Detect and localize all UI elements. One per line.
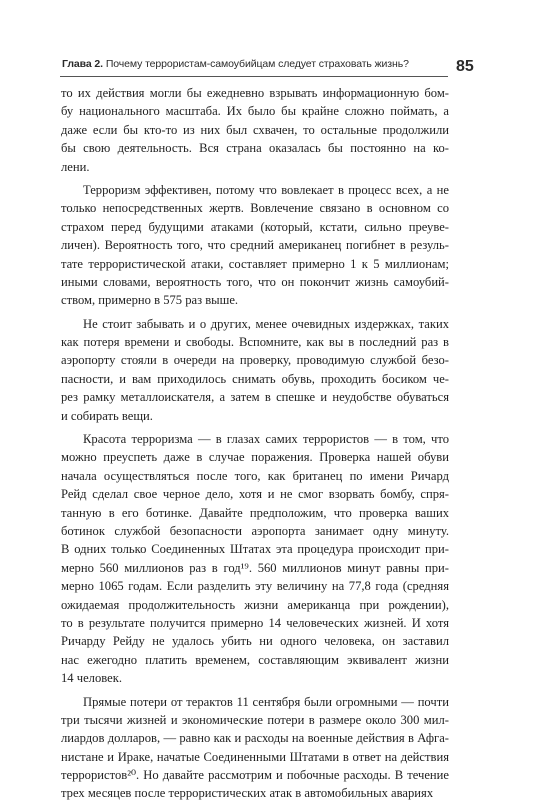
- paragraph: [61, 84, 449, 176]
- text-line: танную в его ботинке. Давайте предположим, что проверка ваших: [61, 505, 449, 520]
- text-line: ством, примерно в 575 раз выше.: [61, 293, 239, 308]
- paragraph: [61, 430, 449, 687]
- text-line: Прямые потери от терактов 11 сентября были огромными — почти: [83, 694, 449, 709]
- text-line: мерно 1065 годам. Если разделить эту величину на 77,8 года (средняя: [61, 579, 449, 594]
- text-line: то их действия могли бы ежедневно взрывать информационную бом-: [61, 86, 449, 100]
- text-line: лиардов долларов, — равно как и расходы на военные действия в Афга-: [61, 731, 449, 746]
- chapter-title: Почему террористам-самоубийцам следует страховать жизнь?: [105, 58, 409, 70]
- text-line: лени.: [61, 159, 90, 174]
- text-line: как потеря времени и свободы. Вспомните, как вы в последний раз в: [61, 335, 449, 350]
- page-number: 85: [456, 58, 474, 75]
- paragraph: [61, 181, 449, 310]
- text-line: ожидаемая продолжительность жизни американца при рождении),: [61, 597, 449, 612]
- text-line: можно преуспеть даже в случае поражения. Проверка нашей обуви: [61, 450, 449, 465]
- text-line: 14 человек.: [61, 671, 122, 686]
- text-line: личен). Вероятность того, что средний американец погибнет в резуль-: [61, 238, 449, 253]
- chapter-label: Глава 2.: [62, 58, 103, 70]
- text-line: Терроризм эффективен, потому что вовлекает в процесс всех, а не: [83, 182, 449, 197]
- text-line: даже если бы кто-то из них был схвачен, то остальные продолжили: [61, 122, 449, 137]
- text-line: террористов²⁰. Но давайте рассмотрим и побочные расходы. В течение: [61, 768, 449, 783]
- text-line: рез рамку металлоискателя, а затем в спешке и неудобстве обуваться: [61, 390, 449, 405]
- text-line: трех месяцев после террористических атак в автомобильных авариях: [61, 786, 434, 801]
- text-line: три тысячи жизней и экономические потери в размере около 300 мил-: [61, 712, 449, 727]
- text-line: аэропорту стояли в очереди на проверку, проводимую службой безо-: [61, 353, 449, 368]
- body-text: [61, 84, 449, 808]
- text-line: иными словами, вероятность того, что он покончит жизнь самоубий-: [61, 274, 449, 289]
- running-head: [62, 58, 409, 70]
- text-line: начала осуществляться после того, как британец по имени Ричард: [61, 468, 449, 483]
- text-line: Не стоит забывать и о других, менее очевидных издержках, таких: [83, 316, 449, 331]
- text-line: ботинок службой безопасности аэропорта занимает одну минуту.: [61, 523, 449, 538]
- text-line: только непосредственных жертв. Вовлечение связано в основном со: [61, 201, 449, 216]
- header-rule: [60, 76, 448, 77]
- text-line: Рейд сделал свое черное дело, хотя и не смог взорвать бомбу, спря-: [61, 487, 449, 502]
- text-line: нас ежегодно платить временем, составляющим эквивалент жизни: [61, 652, 449, 667]
- text-line: бу национального масштаба. Их было бы крайне сложно поймать, а: [61, 104, 449, 119]
- text-line: нистане и Ираке, начатые Соединенными Штатами в ответ на действия: [61, 749, 449, 764]
- text-line: страхом перед будущими атаками (который, кстати, сильно преуве-: [61, 219, 449, 234]
- paragraph: [61, 315, 449, 425]
- text-line: В одних только Соединенных Штатах эта процедура происходит при-: [61, 542, 449, 557]
- text-line: тате террористической атаки, составляет примерно 1 к 5 миллионам;: [61, 256, 449, 271]
- paragraph: [61, 693, 449, 803]
- text-line: пасности, и вам приходилось снимать обувь, проходить босиком че-: [61, 371, 449, 386]
- text-line: и собирать вещи.: [61, 408, 153, 423]
- text-line: Ричарду Рейду не удалось убить ни одного человека, он заставил: [61, 634, 449, 649]
- text-line: мерно 560 миллионов раз в год¹⁹. 560 миллионов минут равны при-: [61, 560, 449, 575]
- text-line: то в результате получится примерно 14 человеческих жизней. И хотя: [61, 615, 449, 630]
- text-line: бы свою деятельность. Вся страна оказалась бы постоянно на ко-: [61, 141, 449, 156]
- text-line: Красота терроризма — в глазах самих террористов — в том, что: [83, 432, 449, 447]
